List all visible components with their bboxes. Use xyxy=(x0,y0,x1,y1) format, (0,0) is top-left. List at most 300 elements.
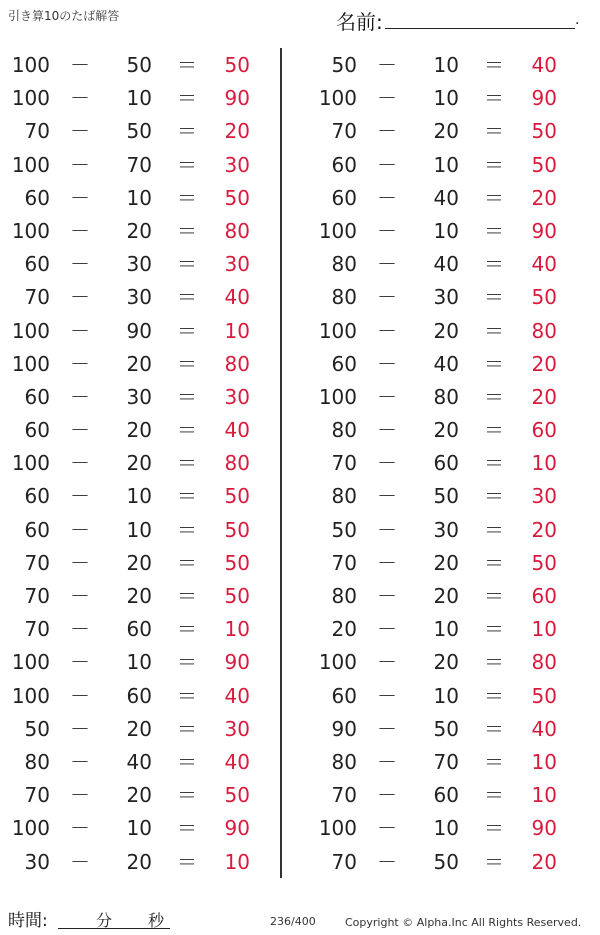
minuend: 50 xyxy=(331,517,357,542)
problem-row xyxy=(307,746,577,779)
seconds-label: 秒 xyxy=(148,911,165,930)
answer: 50 xyxy=(531,683,557,708)
minus-sign: － xyxy=(377,550,397,575)
problem-row xyxy=(0,49,270,82)
answer: 30 xyxy=(224,152,250,177)
minus-sign: － xyxy=(70,550,90,575)
minuend: 100 xyxy=(318,384,357,409)
minus-sign: － xyxy=(70,716,90,741)
problem-row xyxy=(0,414,270,447)
name-field-line[interactable] xyxy=(385,28,575,29)
minuend: 90 xyxy=(331,716,357,741)
equals-sign: ＝ xyxy=(484,418,504,443)
minuend: 100 xyxy=(318,816,357,841)
answer: 30 xyxy=(224,716,250,741)
minus-sign: － xyxy=(377,584,397,608)
problem-row xyxy=(307,613,577,646)
subtrahend: 10 xyxy=(433,218,459,243)
subtrahend: 50 xyxy=(433,484,459,509)
minuend: 100 xyxy=(11,318,50,343)
equals-sign: ＝ xyxy=(484,318,504,343)
minuend: 20 xyxy=(331,617,357,642)
minus-sign: － xyxy=(377,484,397,509)
subtrahend: 10 xyxy=(126,86,152,111)
minus-sign: － xyxy=(377,185,397,210)
equals-sign: ＝ xyxy=(484,285,504,310)
minuend: 60 xyxy=(24,252,50,277)
problem-row xyxy=(0,149,270,182)
problem-row xyxy=(307,514,577,547)
answer: 50 xyxy=(224,550,250,575)
minuend: 70 xyxy=(24,550,50,575)
minuend: 70 xyxy=(24,617,50,642)
problem-row xyxy=(307,812,577,845)
answer: 50 xyxy=(531,152,557,177)
minus-sign: － xyxy=(70,252,90,277)
minuend: 70 xyxy=(331,550,357,575)
minus-sign: － xyxy=(70,749,90,774)
equals-sign: ＝ xyxy=(177,650,197,675)
minus-sign: － xyxy=(70,484,90,509)
problem-row xyxy=(0,248,270,281)
equals-sign: ＝ xyxy=(177,185,197,210)
minuend: 60 xyxy=(331,152,357,177)
equals-sign: ＝ xyxy=(484,849,504,874)
minuend: 70 xyxy=(24,285,50,310)
page-number: 236/400 xyxy=(270,915,316,928)
minuend: 70 xyxy=(24,584,50,608)
equals-sign: ＝ xyxy=(177,716,197,741)
minus-sign: － xyxy=(377,783,397,808)
equals-sign: ＝ xyxy=(177,384,197,409)
subtrahend: 70 xyxy=(126,152,152,177)
equals-sign: ＝ xyxy=(484,550,504,575)
equals-sign: ＝ xyxy=(177,152,197,177)
problem-row xyxy=(307,646,577,679)
equals-sign: ＝ xyxy=(177,418,197,443)
problem-row xyxy=(307,414,577,447)
minus-sign: － xyxy=(70,351,90,376)
minus-sign: － xyxy=(377,418,397,443)
answer: 90 xyxy=(531,86,557,111)
minuend: 100 xyxy=(11,451,50,476)
subtrahend: 10 xyxy=(126,185,152,210)
minus-sign: － xyxy=(377,749,397,774)
answer: 10 xyxy=(531,783,557,808)
problem-row xyxy=(0,514,270,547)
problem-row xyxy=(307,348,577,381)
equals-sign: ＝ xyxy=(484,53,504,77)
subtrahend: 10 xyxy=(433,152,459,177)
minus-sign: － xyxy=(377,351,397,376)
subtrahend: 50 xyxy=(433,716,459,741)
equals-sign: ＝ xyxy=(177,816,197,841)
subtrahend: 40 xyxy=(433,185,459,210)
minuend: 60 xyxy=(24,185,50,210)
equals-sign: ＝ xyxy=(177,517,197,542)
answer: 30 xyxy=(224,384,250,409)
equals-sign: ＝ xyxy=(484,384,504,409)
minutes-label: 分 xyxy=(96,911,113,930)
problem-row xyxy=(0,115,270,148)
minus-sign: － xyxy=(70,451,90,476)
answer: 20 xyxy=(531,351,557,376)
subtrahend: 20 xyxy=(433,318,459,343)
minus-sign: － xyxy=(70,53,90,77)
minus-sign: － xyxy=(377,318,397,343)
minus-sign: － xyxy=(377,285,397,310)
minus-sign: － xyxy=(70,617,90,642)
answer: 50 xyxy=(531,550,557,575)
minuend: 70 xyxy=(24,119,50,144)
subtrahend: 10 xyxy=(433,617,459,642)
subtrahend: 60 xyxy=(126,617,152,642)
answer: 10 xyxy=(224,849,250,874)
equals-sign: ＝ xyxy=(484,152,504,177)
minuend: 60 xyxy=(331,351,357,376)
minus-sign: － xyxy=(70,218,90,243)
subtrahend: 70 xyxy=(433,749,459,774)
minus-sign: － xyxy=(70,119,90,144)
answer: 80 xyxy=(531,650,557,675)
subtrahend: 10 xyxy=(126,650,152,675)
minuend: 80 xyxy=(331,418,357,443)
problem-row xyxy=(307,281,577,314)
equals-sign: ＝ xyxy=(177,252,197,277)
subtrahend: 30 xyxy=(126,285,152,310)
minuend: 80 xyxy=(331,484,357,509)
minuend: 100 xyxy=(11,86,50,111)
equals-sign: ＝ xyxy=(484,252,504,277)
subtrahend: 20 xyxy=(433,119,459,144)
answer: 80 xyxy=(224,351,250,376)
problem-row xyxy=(0,812,270,845)
answer: 10 xyxy=(531,617,557,642)
answer: 90 xyxy=(531,218,557,243)
answer: 60 xyxy=(531,584,557,608)
subtrahend: 20 xyxy=(126,218,152,243)
answer: 50 xyxy=(531,119,557,144)
equals-sign: ＝ xyxy=(177,53,197,77)
answer: 80 xyxy=(224,218,250,243)
equals-sign: ＝ xyxy=(177,683,197,708)
equals-sign: ＝ xyxy=(484,451,504,476)
problem-row xyxy=(0,680,270,713)
subtrahend: 20 xyxy=(126,351,152,376)
problem-row xyxy=(307,381,577,414)
minuend: 100 xyxy=(11,650,50,675)
subtrahend: 20 xyxy=(126,584,152,608)
answer: 50 xyxy=(531,285,557,310)
problem-row xyxy=(0,713,270,746)
minus-sign: － xyxy=(377,152,397,177)
answer: 20 xyxy=(531,849,557,874)
minuend: 80 xyxy=(331,252,357,277)
minus-sign: － xyxy=(377,617,397,642)
minus-sign: － xyxy=(377,816,397,841)
problem-row xyxy=(0,580,270,613)
answer: 30 xyxy=(531,484,557,509)
subtrahend: 20 xyxy=(126,550,152,575)
subtrahend: 50 xyxy=(126,53,152,77)
minus-sign: － xyxy=(70,517,90,542)
answer: 50 xyxy=(224,584,250,608)
answer: 40 xyxy=(224,683,250,708)
equals-sign: ＝ xyxy=(484,218,504,243)
minus-sign: － xyxy=(70,816,90,841)
subtrahend: 50 xyxy=(433,849,459,874)
problem-row xyxy=(0,447,270,480)
problem-row xyxy=(0,646,270,679)
minus-sign: － xyxy=(377,650,397,675)
answer: 20 xyxy=(531,517,557,542)
answer: 10 xyxy=(224,318,250,343)
subtrahend: 60 xyxy=(126,683,152,708)
subtrahend: 20 xyxy=(433,584,459,608)
subtrahend: 10 xyxy=(126,484,152,509)
minuend: 80 xyxy=(24,749,50,774)
equals-sign: ＝ xyxy=(484,185,504,210)
problem-row xyxy=(307,547,577,580)
answer: 40 xyxy=(531,53,557,77)
minuend: 70 xyxy=(331,451,357,476)
problem-row xyxy=(307,580,577,613)
answer: 50 xyxy=(224,484,250,509)
problem-row xyxy=(0,281,270,314)
minus-sign: － xyxy=(377,716,397,741)
subtrahend: 20 xyxy=(126,716,152,741)
equals-sign: ＝ xyxy=(484,517,504,542)
minus-sign: － xyxy=(377,86,397,111)
answer: 90 xyxy=(224,86,250,111)
answer: 10 xyxy=(224,617,250,642)
problem-row xyxy=(307,115,577,148)
answer: 50 xyxy=(224,517,250,542)
minuend: 60 xyxy=(331,683,357,708)
minus-sign: － xyxy=(377,384,397,409)
minuend: 80 xyxy=(331,584,357,608)
minuend: 80 xyxy=(331,285,357,310)
minuend: 50 xyxy=(331,53,357,77)
answer: 20 xyxy=(224,119,250,144)
minuend: 100 xyxy=(11,218,50,243)
answer: 10 xyxy=(531,749,557,774)
minuend: 50 xyxy=(24,716,50,741)
answer: 20 xyxy=(531,185,557,210)
problem-row xyxy=(307,215,577,248)
problem-row xyxy=(0,348,270,381)
answer: 40 xyxy=(224,418,250,443)
equals-sign: ＝ xyxy=(484,749,504,774)
name-label: 名前: xyxy=(336,10,383,34)
subtrahend: 10 xyxy=(126,517,152,542)
subtrahend: 10 xyxy=(433,86,459,111)
subtrahend: 10 xyxy=(126,816,152,841)
copyright-text: Copyright © Alpha.Inc All Rights Reserved. xyxy=(345,916,582,929)
minuend: 70 xyxy=(24,783,50,808)
subtrahend: 30 xyxy=(433,517,459,542)
problem-row xyxy=(0,746,270,779)
minuend: 100 xyxy=(318,318,357,343)
subtrahend: 30 xyxy=(126,384,152,409)
column-divider xyxy=(280,48,282,878)
minuend: 70 xyxy=(331,119,357,144)
problems-right-column xyxy=(307,49,577,879)
answer: 50 xyxy=(224,783,250,808)
equals-sign: ＝ xyxy=(177,484,197,509)
answer: 10 xyxy=(531,451,557,476)
subtrahend: 10 xyxy=(433,53,459,77)
problem-row xyxy=(0,613,270,646)
equals-sign: ＝ xyxy=(177,849,197,874)
minus-sign: － xyxy=(70,86,90,111)
equals-sign: ＝ xyxy=(484,86,504,111)
minus-sign: － xyxy=(377,683,397,708)
problem-row xyxy=(0,480,270,513)
answer: 90 xyxy=(224,650,250,675)
problem-row xyxy=(307,447,577,480)
minuend: 60 xyxy=(24,517,50,542)
problem-row xyxy=(307,82,577,115)
minuend: 70 xyxy=(331,783,357,808)
minuend: 100 xyxy=(11,683,50,708)
minus-sign: － xyxy=(70,418,90,443)
minuend: 80 xyxy=(331,749,357,774)
problem-row xyxy=(0,315,270,348)
subtrahend: 20 xyxy=(433,418,459,443)
equals-sign: ＝ xyxy=(484,650,504,675)
subtrahend: 30 xyxy=(433,285,459,310)
problem-row xyxy=(0,182,270,215)
minuend: 100 xyxy=(11,53,50,77)
problem-row xyxy=(0,547,270,580)
minus-sign: － xyxy=(70,783,90,808)
answer: 40 xyxy=(531,716,557,741)
minuend: 100 xyxy=(11,351,50,376)
equals-sign: ＝ xyxy=(177,783,197,808)
equals-sign: ＝ xyxy=(484,119,504,144)
minus-sign: － xyxy=(377,451,397,476)
answer: 20 xyxy=(531,384,557,409)
equals-sign: ＝ xyxy=(484,617,504,642)
name-field-end-dot: . xyxy=(575,12,580,28)
minuend: 100 xyxy=(11,152,50,177)
equals-sign: ＝ xyxy=(484,716,504,741)
subtrahend: 80 xyxy=(433,384,459,409)
problem-row xyxy=(0,846,270,879)
equals-sign: ＝ xyxy=(484,816,504,841)
worksheet-title: 引き算10のたば解答 xyxy=(8,9,120,23)
minus-sign: － xyxy=(70,285,90,310)
equals-sign: ＝ xyxy=(484,683,504,708)
answer: 80 xyxy=(531,318,557,343)
problem-row xyxy=(307,680,577,713)
subtrahend: 60 xyxy=(433,451,459,476)
subtrahend: 10 xyxy=(433,816,459,841)
answer: 50 xyxy=(224,185,250,210)
minus-sign: － xyxy=(70,650,90,675)
subtrahend: 30 xyxy=(126,252,152,277)
problem-row xyxy=(0,82,270,115)
answer: 90 xyxy=(224,816,250,841)
subtrahend: 20 xyxy=(126,451,152,476)
minuend: 60 xyxy=(24,484,50,509)
answer: 50 xyxy=(224,53,250,77)
equals-sign: ＝ xyxy=(177,451,197,476)
problem-row xyxy=(307,480,577,513)
answer: 90 xyxy=(531,816,557,841)
minus-sign: － xyxy=(70,584,90,608)
minuend: 60 xyxy=(331,185,357,210)
subtrahend: 60 xyxy=(433,783,459,808)
answer: 40 xyxy=(224,285,250,310)
problem-row xyxy=(0,381,270,414)
minus-sign: － xyxy=(70,683,90,708)
minus-sign: － xyxy=(377,218,397,243)
subtrahend: 20 xyxy=(433,650,459,675)
equals-sign: ＝ xyxy=(484,584,504,608)
equals-sign: ＝ xyxy=(177,119,197,144)
minuend: 100 xyxy=(318,218,357,243)
subtrahend: 20 xyxy=(126,783,152,808)
equals-sign: ＝ xyxy=(177,285,197,310)
answer: 60 xyxy=(531,418,557,443)
equals-sign: ＝ xyxy=(484,783,504,808)
answer: 80 xyxy=(224,451,250,476)
subtrahend: 10 xyxy=(433,683,459,708)
subtrahend: 20 xyxy=(126,849,152,874)
minus-sign: － xyxy=(377,517,397,542)
minuend: 70 xyxy=(331,849,357,874)
equals-sign: ＝ xyxy=(177,351,197,376)
equals-sign: ＝ xyxy=(177,318,197,343)
equals-sign: ＝ xyxy=(484,351,504,376)
minus-sign: － xyxy=(70,318,90,343)
equals-sign: ＝ xyxy=(177,86,197,111)
subtrahend: 40 xyxy=(126,749,152,774)
subtrahend: 50 xyxy=(126,119,152,144)
subtrahend: 20 xyxy=(126,418,152,443)
subtrahend: 90 xyxy=(126,318,152,343)
problems-left-column xyxy=(0,49,270,879)
problem-row xyxy=(307,713,577,746)
equals-sign: ＝ xyxy=(177,584,197,608)
subtrahend: 40 xyxy=(433,351,459,376)
equals-sign: ＝ xyxy=(484,484,504,509)
equals-sign: ＝ xyxy=(177,749,197,774)
minus-sign: － xyxy=(70,185,90,210)
minuend: 100 xyxy=(11,816,50,841)
problem-row xyxy=(307,149,577,182)
minuend: 100 xyxy=(318,86,357,111)
problem-row xyxy=(0,215,270,248)
problem-row xyxy=(307,49,577,82)
minus-sign: － xyxy=(377,53,397,77)
minus-sign: － xyxy=(377,119,397,144)
answer: 30 xyxy=(224,252,250,277)
minuend: 60 xyxy=(24,384,50,409)
time-label: 時間: xyxy=(8,911,48,931)
equals-sign: ＝ xyxy=(177,218,197,243)
minus-sign: － xyxy=(70,384,90,409)
equals-sign: ＝ xyxy=(177,550,197,575)
subtrahend: 20 xyxy=(433,550,459,575)
minuend: 30 xyxy=(24,849,50,874)
minus-sign: － xyxy=(70,152,90,177)
problem-row xyxy=(307,846,577,879)
problem-row xyxy=(307,182,577,215)
minus-sign: － xyxy=(70,849,90,874)
